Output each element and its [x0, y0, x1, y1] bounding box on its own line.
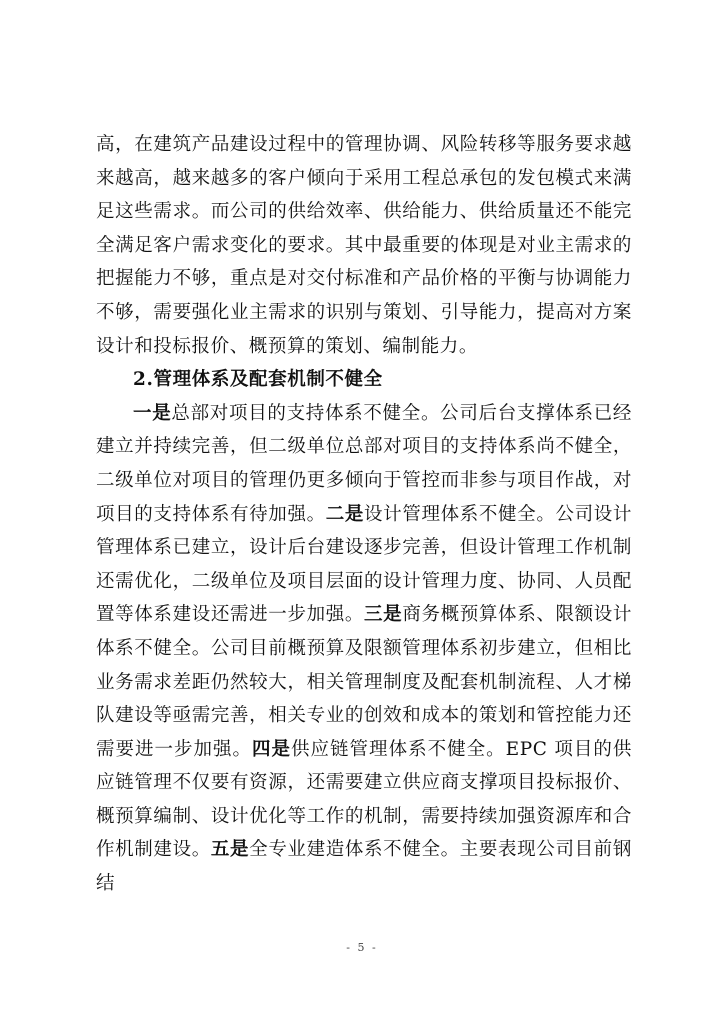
text-second: 设计管理体系不健全。公司设计管理体系已建立，设计后台建设逐步完善，但设计管理工作机制还需优化，二级单位及项目层面的设计管理力度、协同、人员配置等体系建设还需进一步加强。: [96, 503, 633, 626]
lead-first: 一是: [133, 402, 172, 424]
text-fifth: 全专业建造体系不健全。主要表现公司目前钢结: [96, 839, 632, 895]
text-fourth: 供应链管理体系不健全。EPC 项目的供应链管理不仅要有资源，还需要建立供应商支撑项目投标报价、概预算编制、设计优化等工作的机制，需要持续加强资源库和合作机制建设。: [96, 738, 632, 861]
page-number: - 5 -: [346, 941, 378, 954]
lead-fourth: 四是: [252, 738, 292, 760]
section-heading: 2.管理体系及配套机制不健全: [133, 369, 383, 391]
text-third: 商务概预算体系、限额设计体系不健全。公司目前概预算及限额管理体系初步建立，但相比业务需求差距仍然较大，相关管理制度及配套机制流程、人才梯队建设等亟需完善，相关专业的创效和成本的策划和管控能力还需要进一步加强。: [96, 604, 633, 760]
document-body: [96, 128, 632, 901]
lead-second: 二是: [325, 503, 365, 525]
lead-fifth: 五是: [210, 839, 250, 861]
text-first: 总部对项目的支持体系不健全。公司后台支撑体系已经建立并持续完善，但二级单位总部对项目的支持体系尚不健全，二级单位对项目的管理仍更多倾向于管控而非参与项目作战，对项目的支持体系有待加强。: [96, 402, 633, 525]
paragraph-continued: 高，在建筑产品建设过程中的管理协调、风险转移等服务要求越来越高，越来越多的客户倾向于采用工程总承包的发包模式来满足这些需求。而公司的供给效率、供给能力、供给质量还不能完全满足客户需求变化的要求。其中最重要的体现是对业主需求的把握能力不够，重点是对交付标准和产品价格的平衡与协调能力不够，需要强化业主需求的识别与策划、引导能力，提高对方案设计和投标报价、概预算的策划、编制能力。: [96, 134, 632, 357]
lead-third: 三是: [364, 604, 403, 626]
paragraph-management-systems: [96, 397, 632, 901]
